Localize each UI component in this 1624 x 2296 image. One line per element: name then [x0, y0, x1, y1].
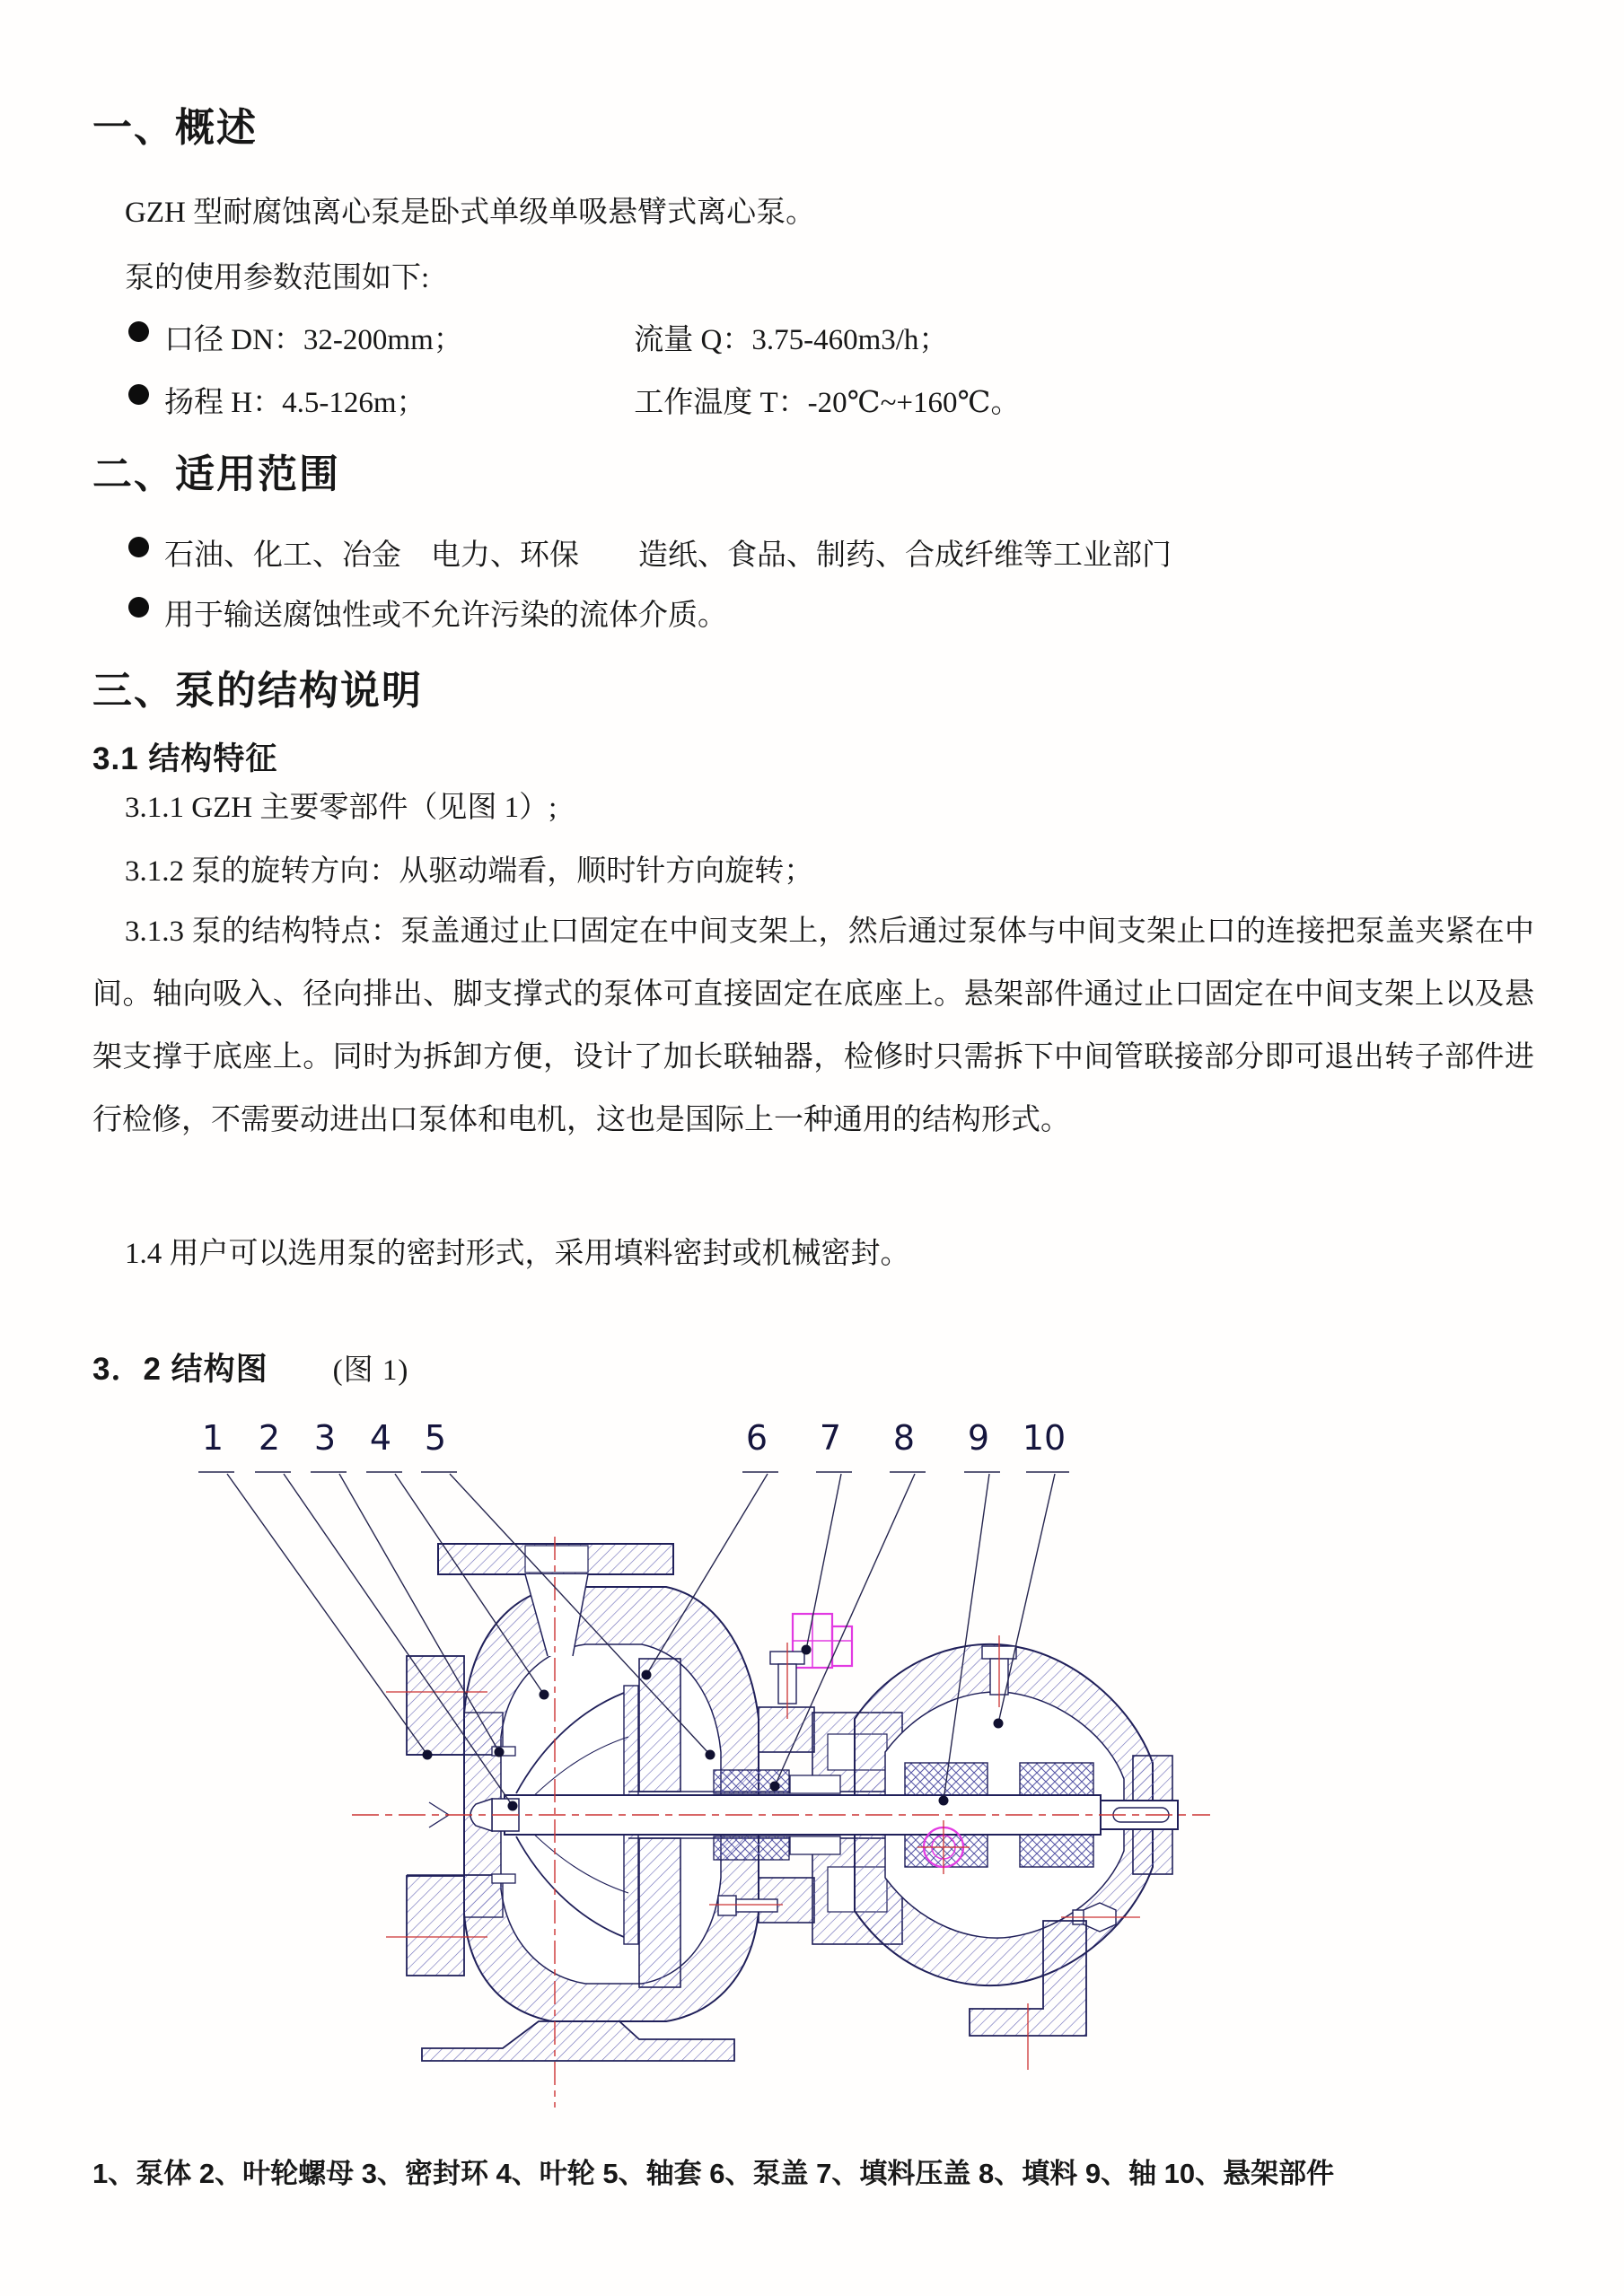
scope-bullet-1: 石油、化工、冶金 电力、环保 造纸、食品、制药、合成纤维等工业部门: [164, 539, 1172, 572]
param-bullet-2: [164, 379, 1020, 421]
callout-5: 5: [424, 1418, 447, 1458]
item-14: 1.4 用户可以选用泵的密封形式，采用填料密封或机械密封。: [125, 1238, 910, 1270]
figure-ref: (图 1): [332, 1354, 409, 1387]
pump-cross-section-figure: [0, 1400, 1624, 2145]
section31-heading: 3.1 结构特征: [92, 741, 278, 776]
callout-2: 2: [258, 1418, 281, 1458]
bullet-icon: [128, 597, 149, 622]
section1-para2: 泵的使用参数范围如下:: [125, 262, 430, 294]
section3-heading: 三、泵的结构说明: [92, 669, 423, 713]
section2-heading: 二、适用范围: [92, 452, 340, 496]
item-312: 3.1.2 泵的旋转方向：从驱动端看，顺时针方向旋转；: [125, 855, 814, 888]
bullet-icon: [128, 384, 149, 409]
param-temp: 工作温度 T：-20℃~+160℃。: [634, 387, 1021, 419]
callout-8: 8: [892, 1418, 916, 1458]
item-313: 3.1.3 泵的结构特点：泵盖通过止口固定在中间支架上，然后通过泵体与中间支架止口的连接把泵盖夹紧在中间。轴向吸入、径向排出、脚支撑式的泵体可直接固定在底座上。悬架部件通过止口固定在中间支架上以及悬架支撑于底座上。同时为拆卸方便，设计了加长联轴器，检修时只需拆下中间管联接部分即可退出转子部件进行检修，不需要动进出口泵体和电机，这也是国际上一种通用的结构形式。: [92, 916, 1534, 1136]
callout-3: 3: [313, 1418, 337, 1458]
callout-10: 10: [1022, 1418, 1067, 1458]
bullet-icon: [128, 537, 149, 562]
callout-4: 4: [369, 1418, 392, 1458]
figure-caption: 1、泵体 2、叶轮螺母 3、密封环 4、叶轮 5、轴套 6、泵盖 7、填料压盖 8、填料 9、轴 10、悬架部件: [92, 2158, 1335, 2189]
param-dn: 口径 DN：32-200mm；: [164, 324, 463, 356]
callout-6: 6: [745, 1418, 768, 1458]
scope-bullet-2: 用于输送腐蚀性或不允许污染的流体介质。: [164, 600, 727, 632]
param-flow: 流量 Q：3.75-460m3/h；: [634, 324, 949, 356]
item-311: 3.1.1 GZH 主要零部件（见图 1）;: [125, 792, 557, 824]
param-head: 扬程 H：4.5-126m；: [164, 387, 426, 419]
section32-title: 3．2 结构图: [92, 1352, 268, 1387]
callout-1: 1: [201, 1418, 224, 1458]
callout-9: 9: [967, 1418, 990, 1458]
section1-para1: GZH 型耐腐蚀离心泵是卧式单级单吸悬臂式离心泵。: [125, 197, 816, 229]
section32-heading: [92, 1345, 408, 1389]
param-bullet-1: [164, 316, 948, 358]
bullet-icon: [128, 321, 149, 346]
section1-heading: 一、概述: [92, 106, 258, 150]
callout-7: 7: [819, 1418, 842, 1458]
